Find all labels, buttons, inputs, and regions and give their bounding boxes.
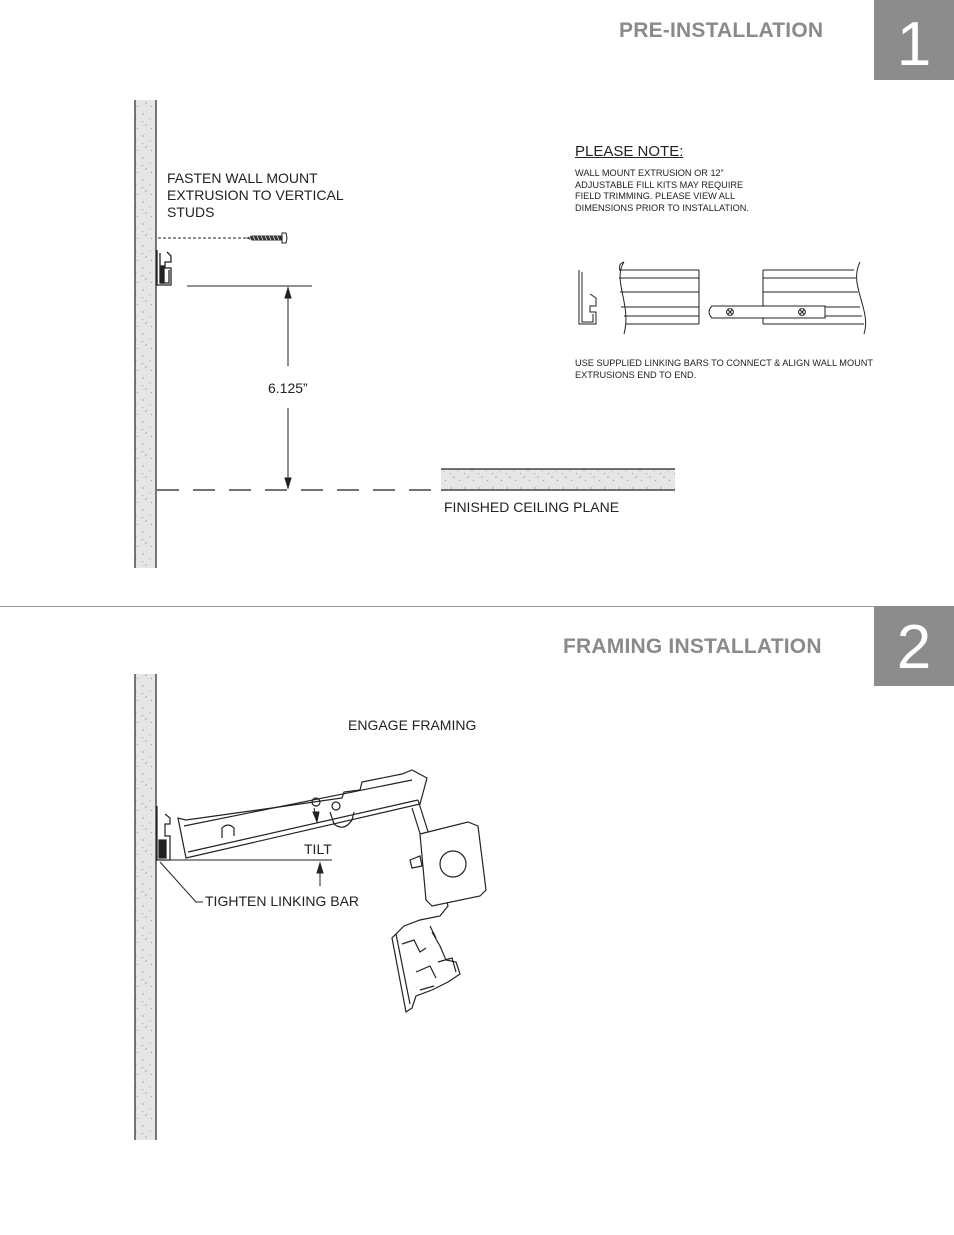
wall-mount-extrusion-step2 — [157, 806, 170, 860]
tilt-label: TILT — [304, 841, 332, 857]
linking-text-line1: USE SUPPLIED LINKING BARS TO CONNECT & ALIGN WALL MOUNT — [575, 358, 873, 368]
note-text-line4: DIMENSIONS PRIOR TO INSTALLATION. — [575, 202, 749, 213]
fasten-label-line1: FASTEN WALL MOUNT — [167, 170, 318, 186]
fasten-label-line2: EXTRUSION TO VERTICAL — [167, 187, 344, 203]
note-text-line1: WALL MOUNT EXTRUSION OR 12” — [575, 168, 724, 178]
framing-bracket — [178, 770, 486, 1012]
ceiling-slab — [441, 469, 675, 490]
fasten-label-line3: STUDS — [167, 204, 215, 220]
linking-bar-detail — [579, 262, 866, 334]
section-title-pre-installation: PRE-INSTALLATION — [619, 19, 824, 42]
ceiling-plane-label: FINISHED CEILING PLANE — [444, 499, 620, 515]
step-number-badge-1: 1 — [874, 0, 954, 80]
dimension-label: 6.125” — [268, 380, 308, 396]
engage-framing-label: ENGAGE FRAMING — [348, 717, 477, 733]
tighten-linking-bar-label: TIGHTEN LINKING BAR — [205, 893, 360, 909]
note-text-line3: FIELD TRIMMING. PLEASE VIEW ALL — [575, 191, 736, 201]
section-title-framing-installation: FRAMING INSTALLATION — [563, 635, 822, 658]
please-note-heading: PLEASE NOTE: — [575, 143, 684, 160]
step-number-badge-2: 2 — [874, 606, 954, 686]
wall-section-2 — [135, 674, 156, 1140]
linking-text-line2: EXTRUSIONS END TO END. — [575, 369, 697, 380]
note-text-line2: ADJUSTABLE FILL KITS MAY REQUIRE — [575, 179, 744, 190]
wall-mount-extrusion — [157, 250, 171, 285]
tighten-leader-line — [160, 862, 203, 902]
wall-section-1 — [135, 100, 156, 568]
screw-icon — [158, 233, 287, 243]
